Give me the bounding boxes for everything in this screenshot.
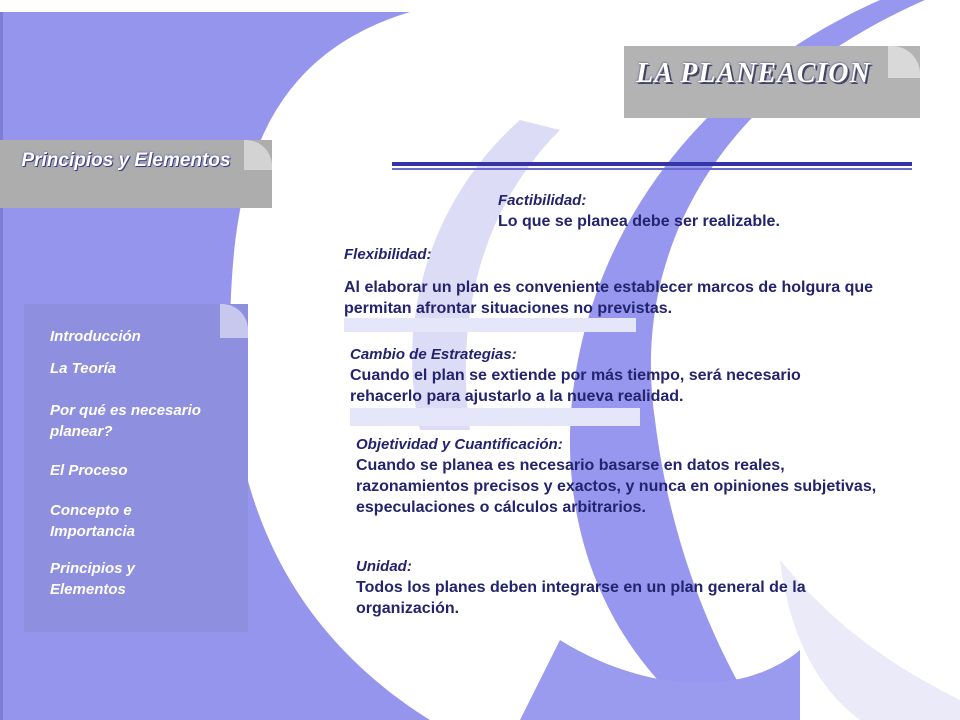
nav-item-por-que-planear[interactable]: Por qué es necesario planear?: [50, 402, 201, 440]
title-box: [624, 46, 920, 118]
principle-cambio-estrategias: [350, 344, 870, 407]
principle-objetividad: [356, 434, 896, 518]
principle-label: Cambio de Estrategias:: [350, 346, 517, 363]
nav-item-introduccion[interactable]: Introducción: [50, 328, 141, 345]
text-highlight: [344, 318, 636, 332]
nav-item-el-proceso[interactable]: El Proceso: [50, 462, 128, 479]
header-rule: [392, 162, 912, 166]
header-rule-thin: [392, 168, 912, 170]
title-box-notch: [888, 46, 920, 78]
principle-label: Objetividad y Cuantificación:: [356, 436, 563, 453]
principle-text: Cuando el plan se extiende por más tiempo, será necesario rehacerlo para ajustarlo a la nueva realidad.: [350, 367, 801, 405]
principle-text: Al elaborar un plan es conveniente establecer marcos de holgura que permitan afrontar situaciones no previstas.: [344, 279, 874, 317]
principle-flexibilidad: [344, 244, 934, 319]
principle-text: Lo que se planea debe ser realizable.: [498, 213, 780, 230]
principle-factibilidad: [498, 190, 858, 232]
nav-item-principios-elementos[interactable]: Principios y Elementos: [50, 560, 136, 598]
principle-label: Flexibilidad:: [344, 246, 432, 263]
principle-label: Unidad:: [356, 558, 412, 575]
nav-item-concepto-importancia[interactable]: Concepto e Importancia: [50, 502, 136, 540]
text-highlight: [350, 408, 640, 426]
principle-text: Cuando se planea es necesario basarse en datos reales, razonamientos precisos y exactos, y nunca en opiniones subjetivas, especulaciones o cálculos arbitrarios.: [356, 457, 877, 516]
principle-text: Todos los planes deben integrarse en un plan general de la organización.: [356, 579, 806, 617]
nav-item-la-teoria[interactable]: La Teoría: [50, 360, 117, 377]
section-title-box: [0, 140, 272, 208]
nav-panel: [24, 304, 248, 632]
section-title: Principios y Elementos: [21, 150, 231, 171]
page-title: LA PLANEACION: [636, 58, 871, 89]
principle-unidad: [356, 556, 896, 619]
principle-label: Factibilidad:: [498, 192, 587, 209]
